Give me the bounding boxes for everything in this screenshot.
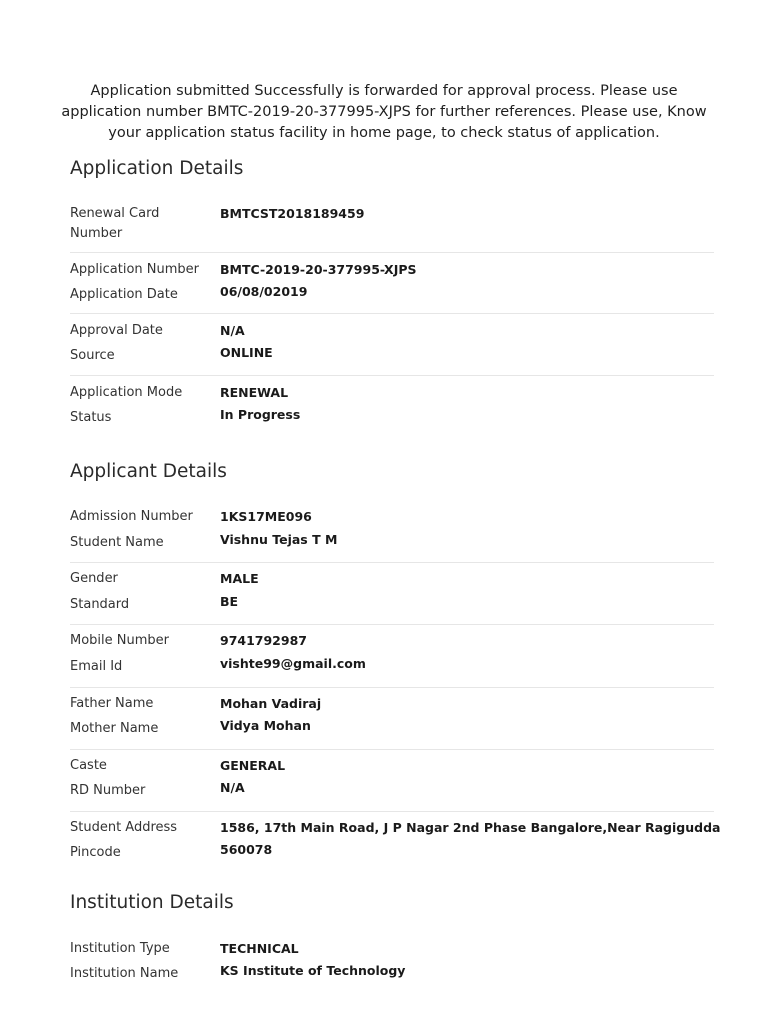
email-id-label: Email Id [70, 659, 123, 674]
applicant-details-title: Applicant Details [70, 461, 227, 482]
table-row [70, 933, 714, 993]
table-row [70, 563, 714, 625]
pincode-value: 560078 [220, 842, 273, 857]
father-name-value: Mohan Vadiraj [220, 696, 322, 711]
pincode-label: Pincode [70, 845, 121, 860]
status-label: Status [70, 410, 112, 425]
admission-number-value: 1KS17ME096 [220, 509, 312, 524]
applicant-details-table [70, 500, 721, 872]
application-mode-value: RENEWAL [220, 385, 289, 400]
institution-details-table [70, 933, 714, 993]
table-row [70, 192, 714, 253]
status-value: In Progress [220, 407, 301, 422]
table-row [70, 314, 714, 376]
table-row [70, 812, 721, 872]
gender-label: Gender [70, 571, 118, 586]
application-number-value: BMTC-2019-20-377995-XJPS [220, 262, 417, 277]
approval-date-value: N/A [220, 323, 245, 338]
mother-name-label: Mother Name [70, 721, 159, 736]
student-name-label: Student Name [70, 535, 164, 550]
caste-label: Caste [70, 758, 107, 773]
student-name-value: Vishnu Tejas T M [220, 532, 338, 547]
application-number-label: Application Number [70, 262, 199, 277]
institution-name-value: KS Institute of Technology [220, 963, 406, 978]
table-row [70, 688, 714, 750]
rd-number-label: RD Number [70, 783, 146, 798]
father-name-label: Father Name [70, 696, 154, 711]
renewal-card-number-value: BMTCST2018189459 [220, 206, 365, 221]
standard-label: Standard [70, 597, 130, 612]
mobile-number-value: 9741792987 [220, 633, 307, 648]
institution-name-label: Institution Name [70, 966, 179, 981]
table-row [70, 376, 714, 436]
table-row [70, 750, 714, 812]
application-date-value: 06/08/02019 [220, 284, 308, 299]
success-notice: Application submitted Successfully is forwarded for approval process. Please use application number BMTC-2019-20-377995-XJPS for further references. Please use, Know your application status facility in home page, to check status of application. [61, 82, 707, 141]
application-details-title: Application Details [70, 158, 244, 179]
source-label: Source [70, 348, 115, 363]
institution-type-label: Institution Type [70, 941, 170, 956]
approval-date-label: Approval Date [70, 323, 163, 338]
gender-value: MALE [220, 571, 259, 586]
institution-type-value: TECHNICAL [220, 941, 299, 956]
student-address-label: Student Address [70, 820, 178, 835]
application-date-label: Application Date [70, 287, 178, 302]
admission-number-label: Admission Number [70, 509, 193, 524]
source-value: ONLINE [220, 345, 273, 360]
application-mode-label: Application Mode [70, 385, 183, 400]
caste-value: GENERAL [220, 758, 286, 773]
standard-value: BE [220, 594, 239, 609]
email-id-value: vishte99@gmail.com [220, 656, 366, 671]
mobile-number-label: Mobile Number [70, 633, 169, 648]
application-details-table [70, 192, 714, 436]
table-row [70, 625, 714, 688]
table-row [70, 500, 714, 563]
table-row [70, 253, 714, 314]
rd-number-value: N/A [220, 780, 245, 795]
institution-details-title: Institution Details [70, 892, 234, 913]
mother-name-value: Vidya Mohan [220, 718, 311, 733]
renewal-card-number-label: Renewal Card Number [70, 206, 160, 241]
student-address-value: 1586, 17th Main Road, J P Nagar 2nd Phase Bangalore,Near Ragigudda [220, 820, 721, 835]
